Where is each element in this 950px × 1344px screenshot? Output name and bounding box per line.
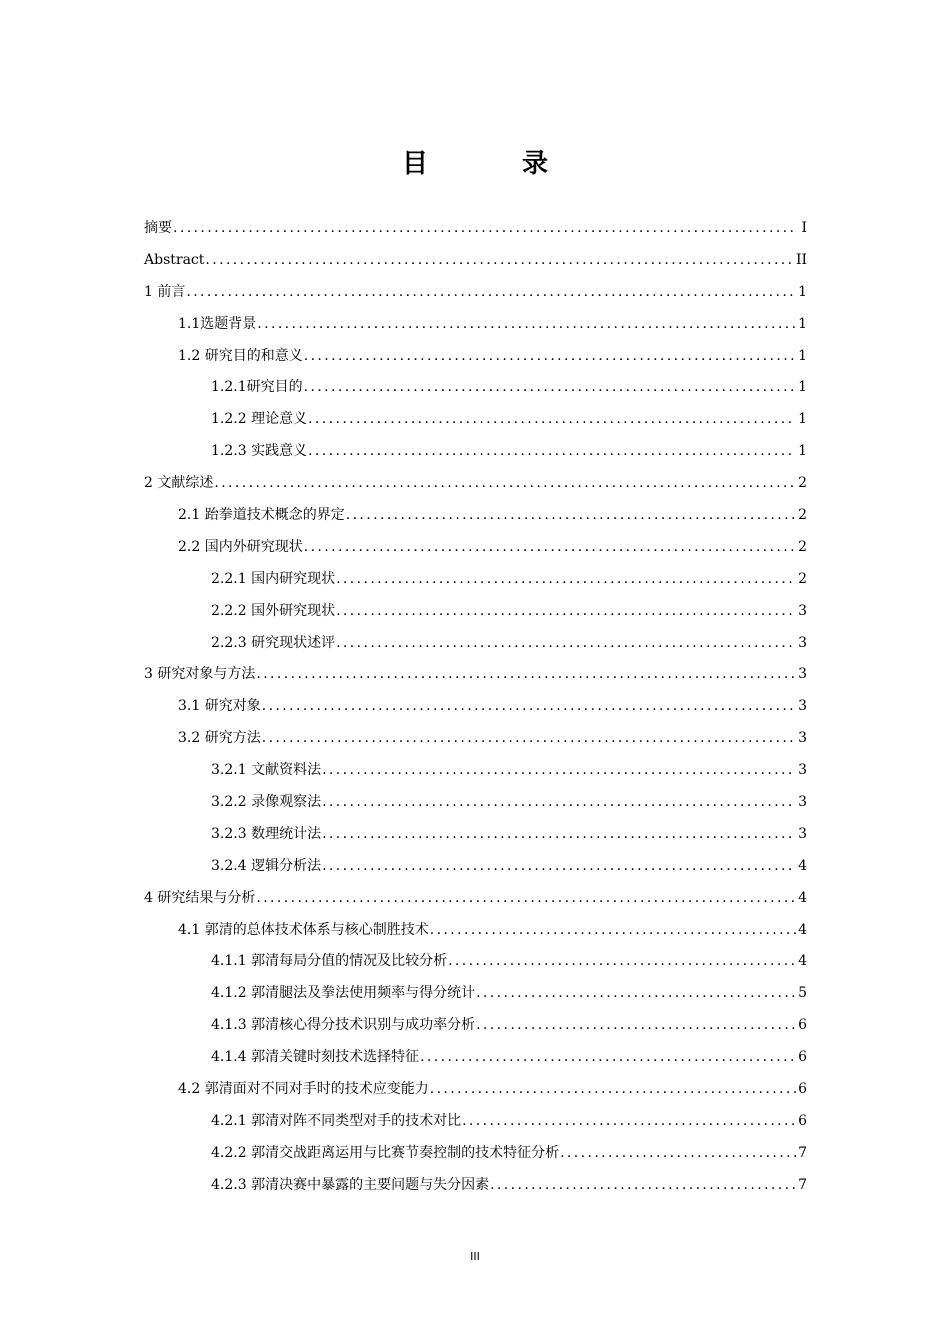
toc-entry-title: 摘要 xyxy=(144,220,172,236)
toc-entry[interactable] xyxy=(144,723,807,755)
toc-entry-title: Abstract xyxy=(144,251,205,268)
toc-entry-title: 2.2 国内外研究现状 xyxy=(178,538,303,555)
toc-dot-leader xyxy=(173,213,797,245)
toc-entry-title: 2.2.3 研究现状述评 xyxy=(211,634,336,651)
toc-entry-title: 2.1 跆拳道技术概念的界定 xyxy=(178,507,345,524)
toc-entry-title: 4.1.2 郭清腿法及拳法使用频率与得分统计 xyxy=(211,985,476,1002)
toc-entry-title: 4.2.3 郭清决赛中暴露的主要问题与失分因素 xyxy=(211,1176,490,1193)
toc-dot-leader xyxy=(304,372,796,404)
toc-entry-title: 1.1选题背景 xyxy=(178,315,257,332)
toc-entry-title: 4.2.1 郭清对阵不同类型对手的技术对比 xyxy=(211,1112,462,1129)
toc-dot-leader xyxy=(322,819,796,851)
toc-entry-page: 1 xyxy=(798,443,807,460)
toc-entry-page: 2 xyxy=(798,538,807,555)
toc-dot-leader xyxy=(256,659,796,691)
toc-dot-leader xyxy=(257,309,796,341)
toc-entry-page: 2 xyxy=(798,507,807,524)
toc-dot-leader xyxy=(322,851,796,883)
toc-entry-title: 3 研究对象与方法 xyxy=(144,666,256,683)
toc-entry-page: 2 xyxy=(798,475,807,492)
toc-dot-leader xyxy=(262,691,796,723)
toc-entry[interactable] xyxy=(144,341,807,373)
toc-dot-leader xyxy=(476,1010,796,1042)
toc-entry[interactable] xyxy=(144,277,807,309)
toc-entry-page: 1 xyxy=(798,283,807,300)
toc-entry-page: II xyxy=(795,251,807,268)
toc-entry-page: 3 xyxy=(798,666,807,683)
toc-entry-page: 3 xyxy=(798,730,807,747)
toc-entry-page: 3 xyxy=(798,602,807,619)
toc-entry[interactable] xyxy=(144,946,807,978)
toc-dot-leader xyxy=(304,341,796,373)
toc-entry-page: 6 xyxy=(798,1017,807,1034)
toc-entry[interactable] xyxy=(144,245,807,277)
toc-entry[interactable] xyxy=(144,691,807,723)
toc-entry[interactable] xyxy=(144,755,807,787)
toc-entry-title: 1.2.3 实践意义 xyxy=(211,443,308,460)
toc-entry[interactable] xyxy=(144,564,807,596)
toc-dot-leader xyxy=(462,1106,796,1138)
toc-entry[interactable] xyxy=(144,659,807,691)
toc-dot-leader xyxy=(476,978,796,1010)
toc-entry[interactable] xyxy=(144,372,807,404)
toc-entry-title: 3.2.4 逻辑分析法 xyxy=(211,857,322,874)
toc-entry-title: 4.2 郭清面对不同对手时的技术应变能力 xyxy=(178,1081,429,1098)
toc-entry[interactable] xyxy=(144,1042,807,1074)
toc-dot-leader xyxy=(336,628,796,660)
toc-entry[interactable] xyxy=(144,1106,807,1138)
toc-entry[interactable] xyxy=(144,468,807,500)
toc-entry-title: 3.2.1 文献资料法 xyxy=(211,762,322,779)
toc-dot-leader xyxy=(186,277,796,309)
toc-entry-title: 2.2.2 国外研究现状 xyxy=(211,602,336,619)
toc-dot-leader xyxy=(308,404,796,436)
toc-dot-leader xyxy=(346,500,796,532)
toc-dot-leader xyxy=(214,468,796,500)
toc-entry-page: 3 xyxy=(798,634,807,651)
toc-entry[interactable] xyxy=(144,213,807,245)
toc-entry[interactable] xyxy=(144,1170,807,1202)
toc-entry[interactable] xyxy=(144,436,807,468)
toc-entry-page: 1 xyxy=(798,315,807,332)
toc-entry-title: 4.1 郭清的总体技术体系与核心制胜技术 xyxy=(178,921,429,938)
toc-entry[interactable] xyxy=(144,787,807,819)
toc-entry-title: 3.1 研究对象 xyxy=(178,698,261,715)
toc-dot-leader xyxy=(336,596,796,628)
toc-entry-page: 3 xyxy=(798,794,807,811)
toc-entry[interactable] xyxy=(144,628,807,660)
toc-entry-title: 1.2 研究目的和意义 xyxy=(178,347,303,364)
toc-dot-leader xyxy=(560,1138,796,1170)
toc-entry-page: 2 xyxy=(798,570,807,587)
toc-title: 目 录 xyxy=(401,149,582,179)
toc-entry-title: 4.2.2 郭清交战距离运用与比赛节奏控制的技术特征分析 xyxy=(211,1144,560,1161)
toc-dot-leader xyxy=(308,436,796,468)
toc-entry-title: 4 研究结果与分析 xyxy=(144,889,256,906)
toc-entry-page: 4 xyxy=(798,857,807,874)
toc-entry[interactable] xyxy=(144,532,807,564)
toc-dot-leader xyxy=(430,1074,796,1106)
toc-entry-title: 2.2.1 国内研究现状 xyxy=(211,570,336,587)
toc-dot-leader xyxy=(490,1170,796,1202)
toc-entry-page: 4 xyxy=(798,921,807,938)
toc-entry[interactable] xyxy=(144,404,807,436)
toc-entry[interactable] xyxy=(144,915,807,947)
toc-dot-leader xyxy=(256,883,796,915)
toc-dot-leader xyxy=(336,564,796,596)
toc-entry[interactable] xyxy=(144,819,807,851)
toc-entry[interactable] xyxy=(144,1010,807,1042)
toc-entry-page: 1 xyxy=(798,411,807,428)
toc-dot-leader xyxy=(448,946,796,978)
toc-entry-page: 1 xyxy=(798,379,807,396)
toc-entry-title: 3.2.3 数理统计法 xyxy=(211,825,322,842)
toc-dot-leader xyxy=(262,723,796,755)
toc-entry-page: 6 xyxy=(798,1081,807,1098)
toc-entry-title: 3.2 研究方法 xyxy=(178,730,261,747)
toc-entry-page: 4 xyxy=(798,889,807,906)
toc-dot-leader xyxy=(322,755,796,787)
toc-entry[interactable] xyxy=(144,500,807,532)
toc-entry-title: 1.2.1研究目的 xyxy=(211,379,303,396)
toc-entry-page: I xyxy=(801,220,807,236)
toc-entry[interactable] xyxy=(144,309,807,341)
toc-entry[interactable] xyxy=(144,851,807,883)
toc-entry[interactable] xyxy=(144,596,807,628)
toc-dot-leader xyxy=(304,532,796,564)
toc-entry[interactable] xyxy=(144,978,807,1010)
toc-entry-title: 2 文献综述 xyxy=(144,475,214,492)
toc-entry[interactable] xyxy=(144,883,807,915)
toc-entry-title: 1 前言 xyxy=(144,283,186,300)
toc-dot-leader xyxy=(205,245,794,277)
toc-entry-page: 1 xyxy=(798,347,807,364)
toc-entry-title: 3.2.2 录像观察法 xyxy=(211,794,322,811)
page-number: III xyxy=(470,1250,480,1263)
toc-entry-page: 6 xyxy=(798,1049,807,1066)
toc-entry-page: 3 xyxy=(798,825,807,842)
toc-entry-page: 7 xyxy=(798,1144,807,1161)
toc-entry-title: 4.1.1 郭清每局分值的情况及比较分析 xyxy=(211,953,448,970)
toc-entry-title: 4.1.4 郭清关键时刻技术选择特征 xyxy=(211,1049,420,1066)
table-of-contents xyxy=(144,213,807,1202)
toc-entry[interactable] xyxy=(144,1138,807,1170)
toc-entry-page: 6 xyxy=(798,1112,807,1129)
toc-entry-page: 4 xyxy=(798,953,807,970)
toc-entry-page: 3 xyxy=(798,698,807,715)
toc-dot-leader xyxy=(420,1042,796,1074)
toc-entry[interactable] xyxy=(144,1074,807,1106)
toc-dot-leader xyxy=(430,915,796,947)
toc-entry-page: 7 xyxy=(798,1176,807,1193)
toc-entry-page: 5 xyxy=(798,985,807,1002)
toc-entry-page: 3 xyxy=(798,762,807,779)
toc-dot-leader xyxy=(322,787,796,819)
toc-entry-title: 4.1.3 郭清核心得分技术识别与成功率分析 xyxy=(211,1017,476,1034)
toc-entry-title: 1.2.2 理论意义 xyxy=(211,411,308,428)
